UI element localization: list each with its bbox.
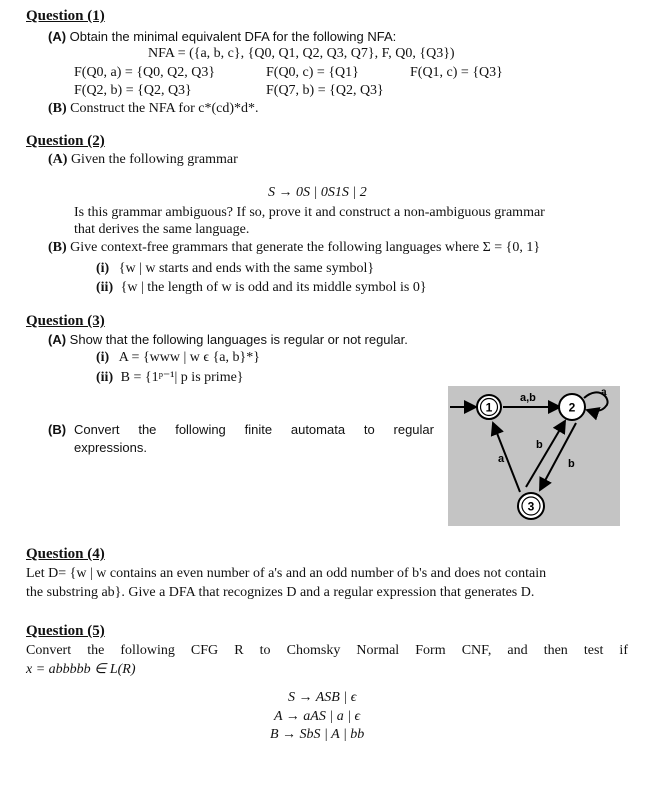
- q2-item-ii: [96, 280, 427, 296]
- q3-ii-text: B = {1ᵖ⁻¹| p is prime}: [120, 370, 244, 385]
- q5-line-2: x = abbbbb ∈ L(R): [26, 662, 136, 677]
- edge-2-self-label: a: [601, 387, 607, 398]
- q5-grammar-2: A → aAS | a | ϵ: [274, 709, 361, 724]
- q3-b-text-2: expressions.: [74, 440, 147, 455]
- q5-grammar-1: S → ASB | ϵ: [288, 690, 357, 705]
- q2-part-b: [48, 240, 540, 256]
- q3-a-text: Show that the following languages is regular or not regular.: [69, 332, 408, 347]
- automaton-diagram: [448, 386, 620, 526]
- q2-item-i: [96, 261, 374, 277]
- q3-b-label: (B): [48, 422, 67, 437]
- state-2-label: 2: [568, 400, 576, 415]
- q1-transition-2: F(Q0, c) = {Q1}: [266, 65, 359, 80]
- q4-line-2: the substring ab}. Give a DFA that recognizes D and a regular expression that generates D.: [26, 585, 535, 600]
- q5-line-1: Convert the following CFG R to Chomsky Normal Form CNF, and then test if: [26, 643, 628, 658]
- edge-3-1-label: a: [498, 453, 505, 465]
- state-1: [477, 395, 501, 419]
- q1-transition-4: F(Q2, b) = {Q2, Q3}: [74, 83, 192, 98]
- automaton-svg: [448, 386, 620, 526]
- edge-3-2-label: b: [536, 439, 543, 451]
- q1-transition-1: F(Q0, a) = {Q0, Q2, Q3}: [74, 65, 216, 80]
- q1-part-a: [48, 29, 396, 44]
- q3-i-text: A = {www | w ϵ {a, b}*}: [118, 350, 260, 365]
- q1-part-b: [48, 101, 259, 117]
- q2-ambiguity-line-1: Is this grammar ambiguous? If so, prove it and construct a non-ambiguous grammar: [74, 205, 545, 220]
- q2-ii-text: {w | the length of w is odd and its middle symbol is 0}: [120, 280, 427, 295]
- q1-nfa-def: NFA = ({a, b, c}, {Q0, Q1, Q2, Q3, Q7}, F, Q0, {Q3}): [148, 46, 455, 61]
- edge-2-3-label: b: [568, 458, 575, 470]
- q4-title: Question (4): [26, 546, 105, 562]
- q3-a-label: (A): [48, 332, 67, 347]
- state-2: [559, 394, 585, 420]
- edge-1-2-label: a,b: [520, 392, 536, 404]
- q2-part-a: [48, 152, 238, 168]
- q1-transition-3: F(Q1, c) = {Q3}: [410, 65, 503, 80]
- q1-a-label: (A): [48, 29, 67, 44]
- q2-title: Question (2): [26, 133, 105, 149]
- q3-part-b: [48, 422, 434, 455]
- q2-b-text: Give context-free grammars that generate the following languages where Σ = {0, 1}: [70, 240, 541, 255]
- q4-line-1: Let D= {w | w contains an even number of a's and an odd number of b's and does not contain: [26, 566, 547, 581]
- q1-b-text: Construct the NFA for c*(cd)*d*.: [70, 101, 259, 116]
- q1-transition-5: F(Q7, b) = {Q2, Q3}: [266, 83, 384, 98]
- q2-a-label: (A): [48, 152, 68, 167]
- q2-i-text: {w | w starts and ends with the same symbol}: [118, 261, 375, 276]
- q2-ambiguity-line-2: that derives the same language.: [74, 222, 250, 237]
- q2-ii-label: (ii): [96, 280, 114, 295]
- q5-title: Question (5): [26, 623, 105, 639]
- q3-title: Question (3): [26, 313, 105, 329]
- q3-item-i: [96, 350, 260, 366]
- q1-b-label: (B): [48, 101, 67, 116]
- q5-grammar-3: B → SbS | A | bb: [270, 727, 365, 742]
- q3-part-a: [48, 332, 408, 347]
- state-3: [518, 493, 544, 519]
- q3-i-label: (i): [96, 350, 110, 365]
- q3-b-line-1: [48, 422, 434, 437]
- q3-ii-label: (ii): [96, 370, 114, 385]
- q3-item-ii: [96, 369, 244, 386]
- q3-b-text-1: Convert the following finite automata to regular: [74, 422, 434, 437]
- q1-title: Question (1): [26, 8, 105, 24]
- q2-b-label: (B): [48, 240, 67, 255]
- q2-i-label: (i): [96, 261, 110, 276]
- state-3-label: 3: [527, 499, 535, 514]
- state-1-label: 1: [485, 400, 493, 415]
- q2-grammar: S → 0S | 0S1S | 2: [268, 185, 367, 200]
- q1-a-text: Obtain the minimal equivalent DFA for the following NFA:: [69, 29, 397, 44]
- q2-a-text: Given the following grammar: [70, 152, 238, 167]
